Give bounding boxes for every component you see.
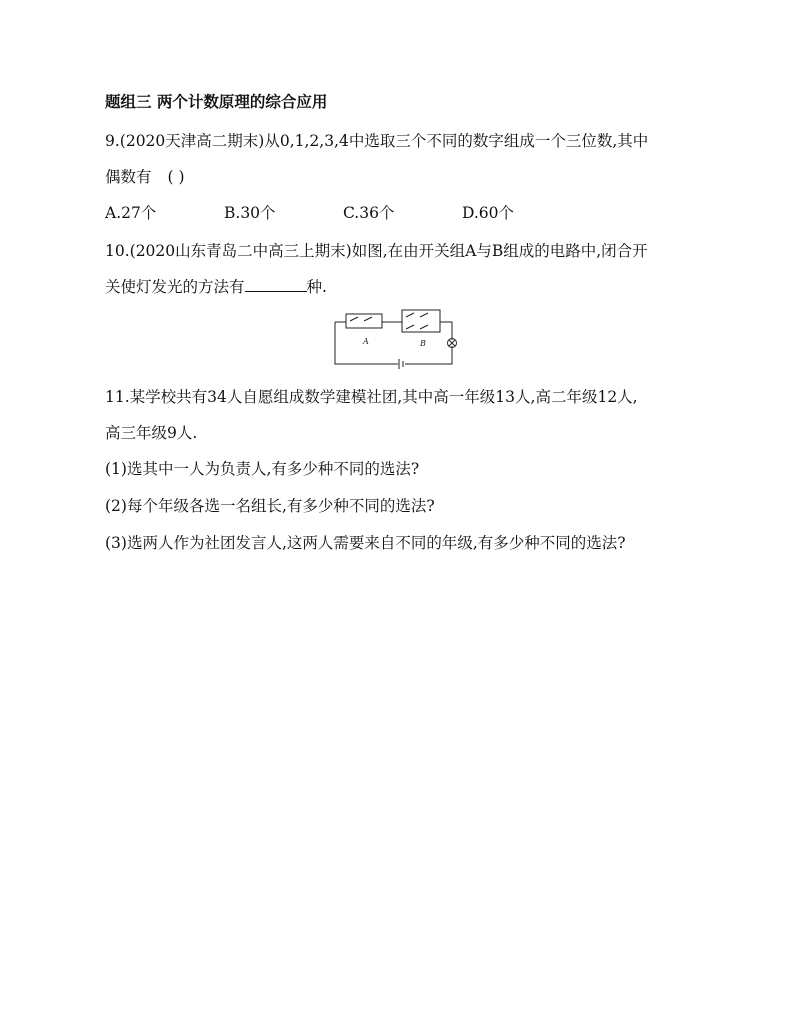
section-title: 题组三 两个计数原理的综合应用 bbox=[105, 93, 328, 111]
question-11-part-3: (3)选两人作为社团发言人,这两人需要来自不同的年级,有多少种不同的选法? bbox=[105, 534, 626, 552]
option-c: C.36个 bbox=[343, 204, 395, 222]
answer-blank bbox=[245, 277, 307, 292]
option-b: B.30个 bbox=[224, 204, 276, 222]
question-9-line-1: 9.(2020天津高二期末)从0,1,2,3,4中选取三个不同的数字组成一个三位数,其中 bbox=[105, 132, 649, 150]
question-9-line-2 bbox=[105, 166, 185, 188]
question-11-part-2: (2)每个年级各选一名组长,有多少种不同的选法? bbox=[105, 497, 435, 515]
option-d: D.60个 bbox=[462, 204, 515, 222]
answer-parentheses: ( ) bbox=[167, 168, 185, 186]
question-10-line-1: 10.(2020山东青岛二中高三上期末)如图,在由开关组A与B组成的电路中,闭合开 bbox=[105, 242, 648, 260]
label-b: B bbox=[420, 339, 426, 348]
question-9-stem-end: 偶数有 bbox=[105, 168, 152, 186]
label-a: A bbox=[363, 337, 369, 346]
circuit-wire-right bbox=[440, 322, 452, 340]
question-11-line-1: 11.某学校共有34人自愿组成数学建模社团,其中高一年级13人,高二年级12人, bbox=[105, 388, 638, 406]
question-11-line-2: 高三年级9人. bbox=[105, 424, 198, 442]
question-11-part-1: (1)选其中一人为负责人,有多少种不同的选法? bbox=[105, 460, 420, 478]
question-10-stem: 关使灯发光的方法有 bbox=[105, 278, 245, 296]
question-10-stem-end: 种. bbox=[306, 278, 327, 296]
circuit-diagram bbox=[332, 308, 462, 370]
circuit-wire-bottom-right bbox=[405, 346, 452, 364]
switch-group-a bbox=[346, 314, 382, 328]
question-10-line-2 bbox=[105, 276, 327, 298]
switch-group-b bbox=[402, 310, 440, 332]
option-a: A.27个 bbox=[105, 204, 157, 222]
